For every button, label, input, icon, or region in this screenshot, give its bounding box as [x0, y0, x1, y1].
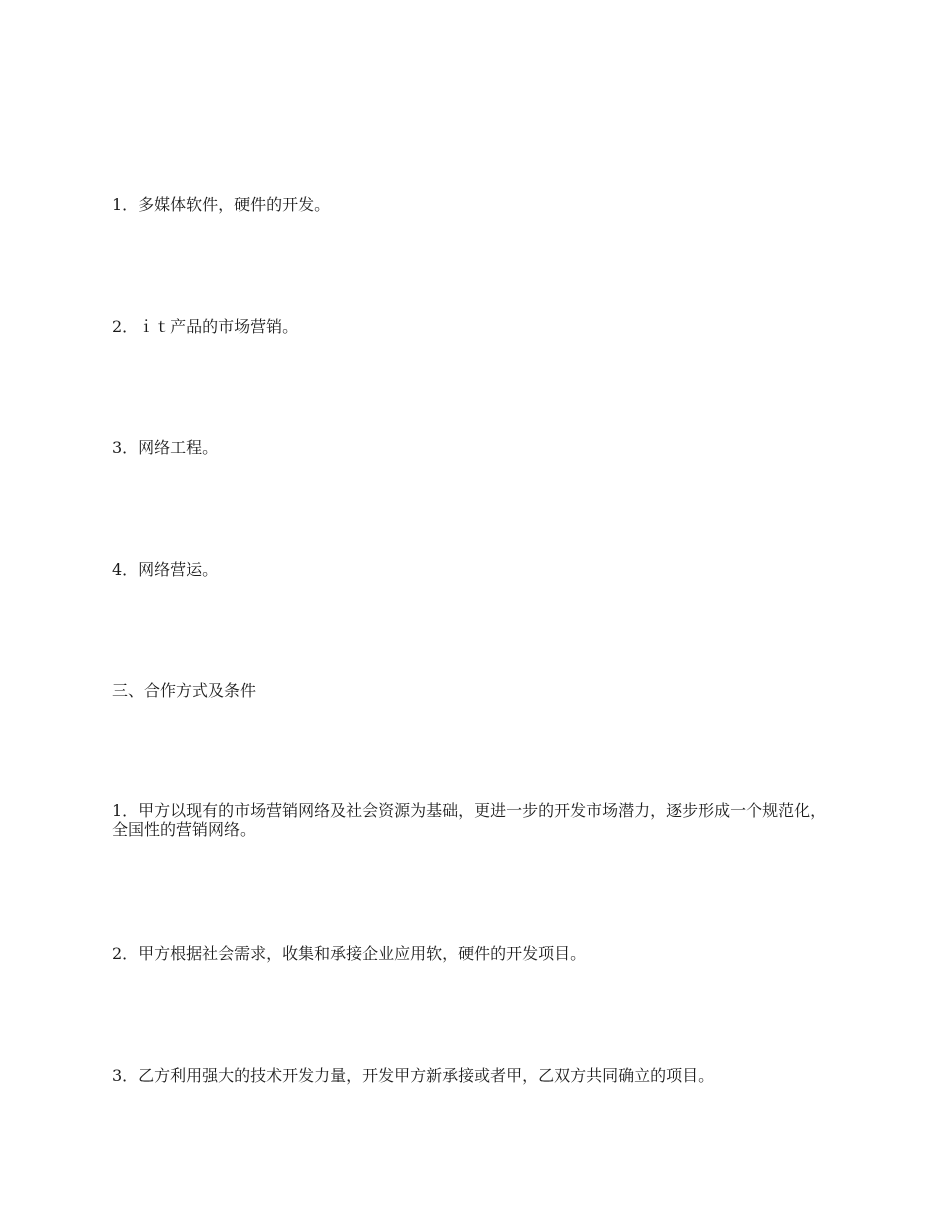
clause-party-a-projects: 2．甲方根据社会需求，收集和承接企业应用软，硬件的开发项目。 — [112, 944, 587, 963]
section-heading-cooperation: 三、合作方式及条件 — [112, 681, 257, 700]
clause-party-a-marketing-network: 1．甲方以现有的市场营销网络及社会资源为基础，更进一步的开发市场潜力，逐步形成一个规范化，全国性的营销网络。 — [112, 801, 827, 839]
list-item-multimedia-development: 1．多媒体软件，硬件的开发。 — [112, 195, 331, 214]
list-item-it-marketing: 2．ｉｔ产品的市场营销。 — [112, 317, 299, 336]
clause-party-b-development: 3．乙方利用强大的技术开发力量，开发甲方新承接或者甲，乙双方共同确立的项目。 — [112, 1066, 715, 1085]
list-item-network-operation: 4．网络营运。 — [112, 560, 219, 579]
list-item-network-engineering: 3．网络工程。 — [112, 438, 219, 457]
